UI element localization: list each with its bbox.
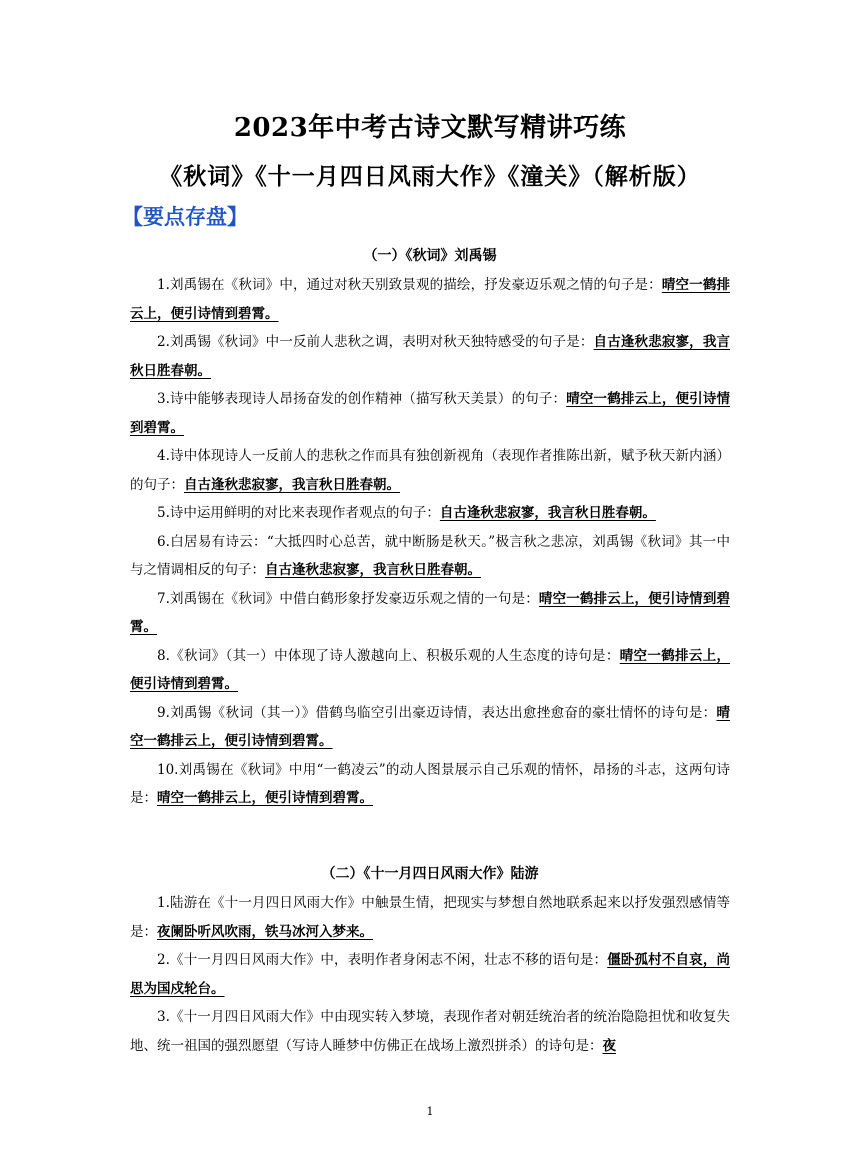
answer-text: 晴空一鹤排云上，便引诗情到碧霄。 (130, 391, 730, 436)
question-item (130, 442, 730, 499)
answer-text: 晴空一鹤排云上，便引诗情到碧霄。 (130, 647, 730, 692)
section-heading: （一）《秋词》刘禹锡 (363, 248, 497, 264)
question-text: 8.《秋词》（其一）中体现了诗人激越向上、积极乐观的人生态度的诗句是： (157, 647, 620, 664)
question-text: 5.诗中运用鲜明的对比来表现作者观点的句子： (157, 505, 440, 521)
question-list (130, 889, 730, 1060)
question-text: 3.《十一月四日风雨大作》中由现实转入梦境，表现作者对朝廷统治者的统治隐隐担忧和收复失地、统一祖国的强烈愿望（写诗人睡梦中仿佛正在战场上激烈拼杀）的诗句是： (130, 1009, 730, 1054)
question-item (130, 1003, 730, 1060)
page-number: 1 (426, 1105, 434, 1118)
question-list (130, 271, 730, 813)
question-item (130, 946, 730, 1003)
answer-text: 僵卧孤村不自哀，尚思为国戍轮台。 (130, 952, 730, 997)
question-text: 10.刘禹锡在《秋词》中用“一鹤凌云”的动人图景展示自己乐观的情怀，昂扬的斗志，这两句诗是： (130, 761, 730, 806)
question-item (130, 499, 730, 528)
question-item (130, 642, 730, 699)
key-points-heading: 【要点存盘】 (122, 204, 248, 229)
question-item (130, 756, 730, 813)
question-text: 9.刘禹锡《秋词（其一）》借鹤鸟临空引出豪迈诗情，表达出愈挫愈奋的豪壮情怀的诗句是： (157, 704, 717, 721)
answer-text: 自古逢秋悲寂寥，我言秋日胜春朝。 (130, 334, 730, 379)
answer-text: 自古逢秋悲寂寥，我言秋日胜春朝。 (265, 562, 481, 578)
answer-text: 晴空一鹤排云上，便引诗情到碧霄。 (130, 704, 730, 749)
question-text: 1.刘禹锡在《秋词》中，通过对秋天别致景观的描绘，抒发豪迈乐观之情的句子是： (157, 277, 662, 293)
question-text: 7.刘禹锡在《秋词》中借白鹤形象抒发豪迈乐观之情的一句是： (157, 590, 539, 607)
question-item (130, 585, 730, 642)
sub-title: 《秋词》《十一月四日风雨大作》《潼关》（解析版） (159, 163, 701, 190)
question-text: 4.诗中体现诗人一反前人的悲秋之作而具有独创新视角（表现作者推陈出新，赋予秋天新内涵）的句子： (130, 448, 730, 493)
answer-text: 自古逢秋悲寂寥，我言秋日胜春朝。 (184, 476, 400, 493)
section-heading: （二）《十一月四日风雨大作》陆游 (321, 866, 539, 882)
question-item (130, 271, 730, 328)
question-text: 1.陆游在《十一月四日风雨大作》中触景生情，把现实与梦想自然地联系起来以抒发强烈感情等是： (130, 895, 730, 940)
question-text: 2.《十一月四日风雨大作》中，表明作者身闲志不闲，壮志不移的语句是： (157, 952, 608, 968)
question-text: 2.刘禹锡《秋词》中一反前人悲秋之调，表明对秋天独特感受的句子是： (157, 334, 594, 350)
answer-text: 夜 (602, 1037, 616, 1054)
question-text: 6.白居易有诗云：“大抵四时心总苦，就中断肠是秋天。”极言秋之悲凉，刘禹锡《秋词》其一中与之情调相反的句子： (130, 533, 730, 578)
answer-text: 晴空一鹤排云上，便引诗情到碧霄。 (157, 790, 373, 806)
question-item (130, 328, 730, 385)
answer-text: 晴空一鹤排云上，便引诗情到碧霄。 (130, 277, 730, 322)
question-item (130, 699, 730, 756)
main-title: 2023年中考古诗文默写精讲巧练 (233, 113, 627, 143)
question-item (130, 528, 730, 585)
answer-text: 自古逢秋悲寂寥，我言秋日胜春朝。 (439, 505, 656, 521)
answer-text: 晴空一鹤排云上，便引诗情到碧霄。 (130, 590, 731, 635)
question-item (130, 385, 730, 442)
question-item (130, 889, 730, 946)
answer-text: 夜阑卧听风吹雨，铁马冰河入梦来。 (157, 923, 373, 940)
question-text: 3.诗中能够表现诗人昂扬奋发的创作精神（描写秋天美景）的句子： (157, 391, 567, 407)
